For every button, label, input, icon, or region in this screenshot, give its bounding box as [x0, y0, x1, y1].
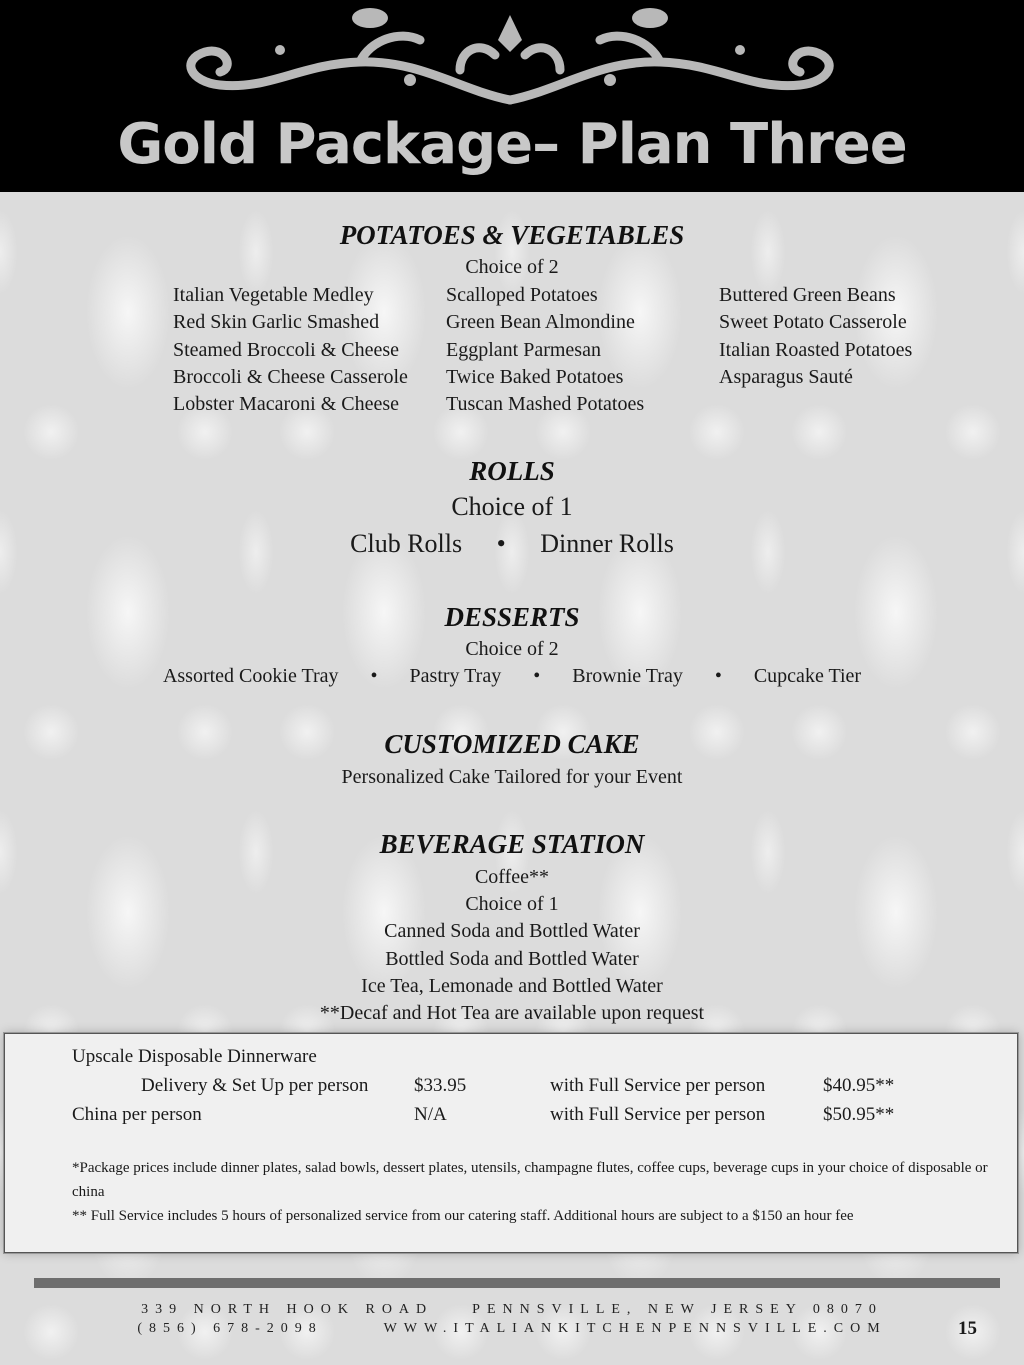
list-item: Eggplant Parmesan: [446, 338, 601, 361]
potatoes-heading: POTATOES & VEGETABLES: [339, 220, 685, 250]
potatoes-choice: Choice of 2: [465, 256, 559, 278]
pricing-title: Upscale Disposable Dinnerware: [72, 1046, 317, 1067]
beverage-line: Bottled Soda and Bottled Water: [385, 948, 639, 970]
beverage-line: Canned Soda and Bottled Water: [384, 920, 640, 942]
list-item: Green Bean Almondine: [446, 311, 635, 334]
pricing-row-price: N/A: [414, 1104, 447, 1125]
potatoes-column-2: [446, 282, 644, 418]
list-item: Tuscan Mashed Potatoes: [446, 393, 645, 416]
bullet-separator: •: [714, 665, 722, 687]
pricing-note: *Package prices include dinner plates, salad bowls, dessert plates, utensils, champagne flutes, coffee cups, beverage cups in your choice of disposable or china: [72, 1160, 988, 1200]
rolls-choice: Choice of 1: [451, 492, 573, 521]
footer-address-line: [0, 1302, 1024, 1318]
list-item: Assorted Cookie Tray: [162, 665, 339, 687]
potatoes-column-3: [719, 282, 912, 391]
pricing-row-service-price: $50.95**: [823, 1104, 895, 1125]
bullet-separator: •: [496, 529, 506, 558]
rolls-options: [0, 529, 1024, 559]
list-item: Scalloped Potatoes: [446, 284, 598, 306]
ornament-flourish: [160, 0, 860, 112]
list-item: Red Skin Garlic Smashed: [173, 311, 380, 334]
pricing-row-service: with Full Service per person: [550, 1075, 766, 1096]
rolls-heading: ROLLS: [469, 456, 555, 486]
list-item: Italian Vegetable Medley: [173, 284, 374, 306]
potatoes-column-1: [173, 282, 408, 418]
page-title: Gold Package– Plan Three: [117, 112, 907, 177]
list-item: Lobster Macaroni & Cheese: [173, 393, 400, 416]
list-item: Dinner Rolls: [540, 529, 674, 558]
beverage-line: Ice Tea, Lemonade and Bottled Water: [361, 975, 663, 997]
list-item: Twice Baked Potatoes: [446, 365, 624, 388]
beverage-line: Coffee**: [474, 866, 550, 888]
cake-description: Personalized Cake Tailored for your Event: [341, 766, 683, 788]
pricing-box: [4, 1033, 1018, 1253]
list-item: Club Rolls: [350, 529, 463, 558]
list-item: Brownie Tray: [572, 665, 683, 687]
list-item: Italian Roasted Potatoes: [719, 338, 913, 361]
list-item: Asparagus Sauté: [719, 365, 853, 388]
pricing-row-label: Delivery & Set Up per person: [141, 1075, 369, 1096]
header-banner: [0, 0, 1024, 192]
desserts-options: [0, 665, 1024, 688]
pricing-row-price: $33.95: [414, 1075, 467, 1096]
list-item: Pastry Tray: [409, 665, 502, 687]
page-number: 15: [958, 1318, 977, 1339]
list-item: Cupcake Tier: [753, 665, 862, 687]
cake-heading: CUSTOMIZED CAKE: [384, 729, 640, 759]
bullet-separator: •: [370, 665, 378, 687]
desserts-choice: Choice of 2: [465, 638, 559, 660]
pricing-row-service: with Full Service per person: [550, 1104, 766, 1125]
desserts-heading: DESSERTS: [444, 602, 580, 632]
footer-divider: [34, 1278, 1000, 1288]
list-item: Broccoli & Cheese Casserole: [173, 365, 408, 388]
beverage-heading: BEVERAGE STATION: [379, 829, 645, 859]
list-item: Sweet Potato Casserole: [719, 311, 907, 334]
pricing-row-service-price: $40.95**: [823, 1075, 895, 1096]
bullet-separator: •: [533, 665, 541, 687]
footer-website: WWW.ITALIANKITCHENPENNSVILLE.COM: [383, 1321, 887, 1336]
pricing-row-label: China per person: [72, 1104, 202, 1125]
beverage-line: Choice of 1: [465, 893, 559, 915]
list-item: Buttered Green Beans: [719, 284, 896, 306]
pricing-note: ** Full Service includes 5 hours of personalized service from our catering staff. Additional hours are subject to a $150 an hour fee: [72, 1208, 854, 1224]
footer-city: PENNSVILLE, NEW JERSEY 08070: [472, 1302, 883, 1317]
beverage-note: **Decaf and Hot Tea are available upon request: [319, 1002, 705, 1024]
list-item: Steamed Broccoli & Cheese: [173, 338, 400, 361]
footer-contact-line: [0, 1321, 1024, 1337]
footer-address: 339 NORTH HOOK ROAD: [141, 1302, 434, 1317]
footer-phone: (856) 678-2098: [137, 1321, 323, 1336]
